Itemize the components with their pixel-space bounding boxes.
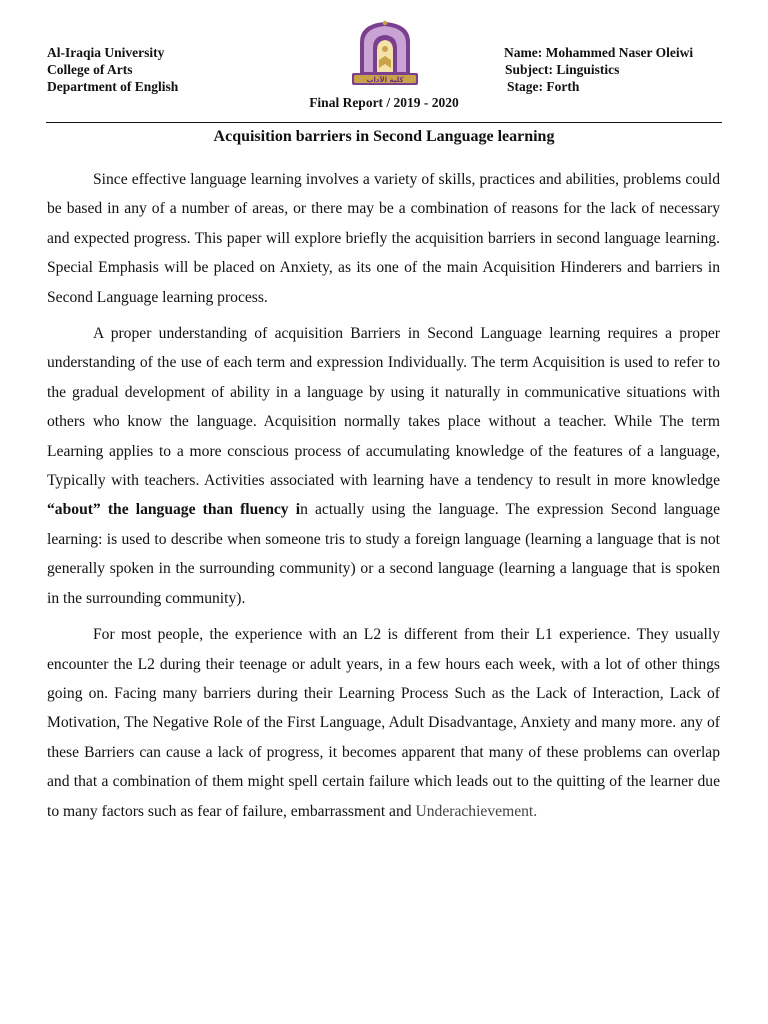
document-title: Acquisition barriers in Second Language learning [213,128,555,145]
college-logo-emblem [348,16,422,90]
paragraph-3-last-word: Underachievement. [415,802,538,820]
student-name: Name: Mohammed Naser Oleiwi [504,45,694,60]
paragraph-2-text-b: n actually using the language. The expression Second language learning: is used to describe when someone tris to study a foreign language (learning a language that is not generally spoken in the surrounding community) or a second language (learning a language that is spoken in the surrounding community). [47,501,720,607]
paragraph-2 [47,319,720,613]
header-divider [46,122,722,123]
student-info-block [504,44,693,95]
college-name: College of Arts [47,62,133,77]
paragraph-1 [47,165,720,312]
paragraph-2-bold-phrase: “about” the language than fluency i [47,501,301,519]
logo-lettering: كلية الآداب [366,76,404,84]
document-body [47,165,720,833]
college-logo [348,16,422,90]
university-name: Al-Iraqia University [47,45,165,60]
department-name: Department of English [47,79,179,94]
report-label: Final Report / 2019 - 2020 [309,95,459,110]
institution-block [47,44,178,95]
paragraph-1-text: Since effective language learning involves a variety of skills, practices and abilities, problems could be based in any of a number of areas, or there may be a combination of reasons for the lack of necessary and expected progress. This paper will explore briefly the acquisition barriers in second language learning. Special Emphasis will be placed on Anxiety, as its one of the main Acquisition Hinderers and barriers in Second Language learning process. [47,171,720,306]
stage: Stage: Forth [507,79,580,94]
paragraph-3 [47,620,720,826]
subject: Subject: Linguistics [505,62,620,77]
paragraph-3-text: For most people, the experience with an L2 is different from their L1 experience. They usually encounter the L2 during their teenage or adult years, in a few hours each week, with a lot of other things going on. Facing many barriers during their Learning Process Such as the Lack of Interaction, Lack of Motivation, The Negative Role of the First Language, Adult Disadvantage, Anxiety and many more. any of these Barriers can cause a lack of progress, it becomes apparent that many of these problems can overlap and that a combination of them might spell certain failure which leads out to the quitting of the learner due to many factors such as fear of failure, embarrassment and [47,626,720,820]
paragraph-2-text-a: A proper understanding of acquisition Barriers in Second Language learning requires a proper understanding of the use of each term and expression Individually. The term Acquisition is used to refer to the gradual development of ability in a language by using it naturally in communicative situations with others who know the language. Acquisition normally takes place without a teacher. While The term Learning applies to a more conscious process of accumulating knowledge of the features of a language, Typically with teachers. Activities associated with learning have a tendency to result in more knowledge [47,325,720,490]
